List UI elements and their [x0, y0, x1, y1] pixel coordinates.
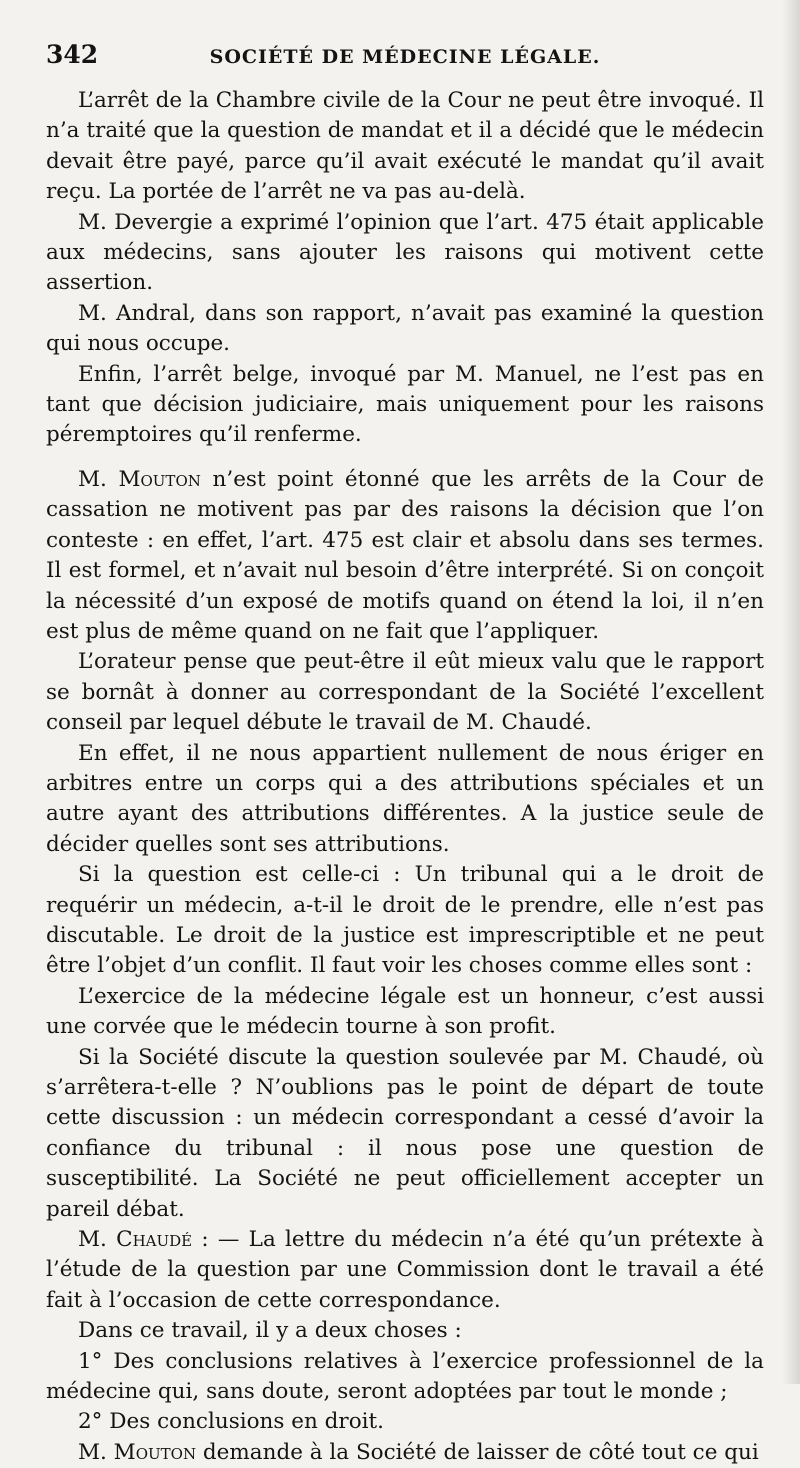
paragraph-8: Si la question est celle-ci : Un tribunal qui a le droit de requérir un médecin, a-t-il le droit de le prendre, elle n’est pas discutable. Le droit de la justice est imprescriptible et ne peut être l’objet d’un conflit. Il faut voir les choses comme elles sont :	[46, 862, 764, 979]
speaker-name: M. Mouton	[78, 1439, 197, 1465]
paragraph-1: L’arrêt de la Chambre civile de la Cour ne peut être invoqué. Il n’a traité que la question de mandat et il a décidé que le médecin devait être payé, parce qu’il avait exécuté le mandat qu’il avait reçu. La portée de l’arrêt ne va pas au-delà.	[46, 88, 764, 205]
paragraph-4: Enfin, l’arrêt belge, invoqué par M. Manuel, ne l’est pas en tant que décision judiciaire, mais uniquement pour les raisons péremptoires qu’il renferme.	[46, 361, 764, 448]
paragraph-3: M. Andral, dans son rapport, n’avait pas examiné la question qui nous occupe.	[46, 300, 764, 357]
speaker-name: M. Mouton	[78, 466, 201, 492]
speaker-name: M. Chaudé	[78, 1227, 193, 1253]
paragraph-5-text: n’est point étonné que les arrêts de la Cour de cassation ne motivent pas par des raisons la décision que l’on conteste : en effet, l’art. 475 est clair et absolu dans ses termes. Il est formel, et n’avait nul besoin d’être interprété. Si on conçoit la nécessité d’un exposé de motifs quand on étend la loi, il n’en est plus de même quand on ne fait que l’appliquer.	[46, 466, 764, 644]
paragraph-15	[46, 1438, 764, 1468]
paragraph-2: M. Devergie a exprimé l’opinion que l’art. 475 était applicable aux médecins, sans ajouter les raisons qui motivent cette assertion.	[46, 209, 764, 296]
page-number: 342	[46, 40, 99, 69]
paragraph-13: 1° Des conclusions relatives à l’exercice professionnel de la médecine qui, sans doute, seront adoptées par tout le monde ;	[46, 1348, 764, 1405]
paragraph-6: L’orateur pense que peut-être il eût mieux valu que le rapport se bornât à donner au correspondant de la Société l’excellent conseil par lequel débute le travail de M. Chaudé.	[46, 649, 764, 736]
paragraph-15-text: demande à la Société de laisser de côté tout ce qui	[196, 1439, 759, 1465]
paragraph-9: L’exercice de la médecine légale est un honneur, c’est aussi une corvée que le médecin tourne à son profit.	[46, 983, 764, 1040]
page-header	[46, 40, 764, 80]
page-gutter-shadow	[782, 0, 800, 1384]
paragraph-10: Si la Société discute la question soulevée par M. Chaudé, où s’arrêtera-t-elle ? N’oublions pas le point de départ de toute cette discussion : un médecin correspondant a cessé d’avoir la confiance du tribunal : il nous pose une question de susceptibilité. La Société ne peut officiellement accepter un pareil débat.	[46, 1044, 764, 1222]
page-body	[46, 86, 764, 1468]
paragraph-7: En effet, il ne nous appartient nullement de nous ériger en arbitres entre un corps qui a des attributions spéciales et un autre ayant des attributions différentes. A la justice seule de décider quelles sont ses attributions.	[46, 740, 764, 857]
paragraph-11-text: : — La lettre du médecin n’a été qu’un prétexte à l’étude de la question par une Commission dont le travail a été fait à l’occasion de cette correspondance.	[46, 1227, 764, 1313]
paragraph-14: 2° Des conclusions en droit.	[78, 1409, 384, 1435]
paragraph-5	[46, 465, 764, 647]
paragraph-12: Dans ce travail, il y a deux choses :	[78, 1318, 462, 1344]
paragraph-11	[46, 1225, 764, 1316]
running-title: SOCIÉTÉ DE MÉDECINE LÉGALE.	[209, 46, 601, 68]
